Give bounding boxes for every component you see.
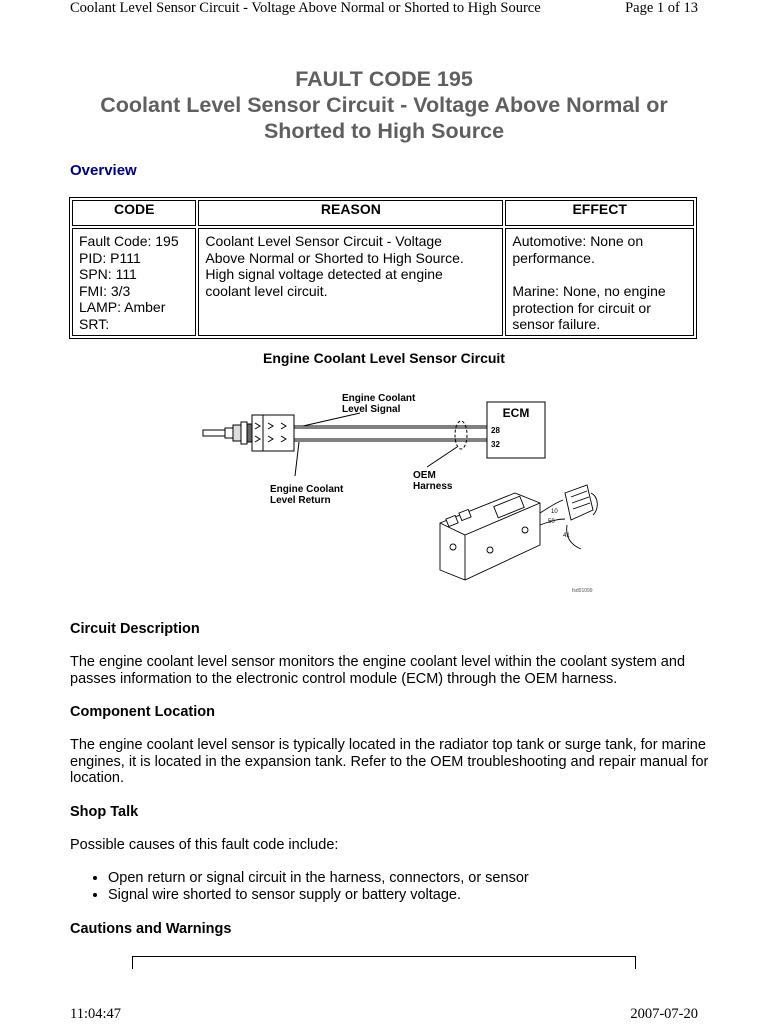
code-line: LAMP: Amber <box>79 299 166 315</box>
return-label-line2: Level Return <box>270 495 331 506</box>
oem-label-line1: OEM <box>413 470 436 481</box>
return-label-line1: Engine Coolant <box>270 484 344 495</box>
leader-lines <box>295 413 457 476</box>
ecm-label: ECM <box>502 406 530 420</box>
code-line: PID: P111 <box>79 249 141 266</box>
table-row <box>72 228 694 336</box>
component-location-heading: Component Location <box>70 704 215 720</box>
title-line-2: Coolant Level Sensor Circuit - Voltage Above Normal or <box>100 93 668 117</box>
header-effect: EFFECT <box>505 200 694 226</box>
header-title: Coolant Level Sensor Circuit - Voltage Above Normal or Shorted to High Source <box>70 0 541 16</box>
list-item: • Open return or signal circuit in the harness, connectors, or sensor <box>108 870 748 887</box>
circuit-diagram <box>195 385 615 600</box>
page-header <box>70 0 698 20</box>
header-code: CODE <box>72 200 196 226</box>
oem-label-line2: Harness <box>413 481 453 492</box>
reason-line: Above Normal or Shorted to High Source. <box>205 249 464 266</box>
connector-pin-50: 50 <box>548 519 555 525</box>
document-title <box>40 66 728 144</box>
fault-code-table <box>69 197 697 339</box>
ecm-pin-28: 28 <box>491 426 500 435</box>
code-line: SPN: 111 <box>79 266 137 282</box>
effect-line: Marine: None, no engine <box>512 283 666 299</box>
effect-line: Automotive: None on <box>512 233 644 249</box>
connector-pin-10: 10 <box>551 509 558 515</box>
code-line: SRT: <box>79 315 110 332</box>
figure-id: fsd01099 <box>572 588 593 594</box>
connector-pin-41: 41 <box>563 533 570 539</box>
title-line-3: Shorted to High Source <box>263 119 505 143</box>
code-line: FMI: 3/3 <box>79 282 131 299</box>
signal-label-line2: Level Signal <box>342 404 401 415</box>
title-fault-code: FAULT CODE 195 <box>295 67 473 91</box>
coolant-sensor-icon <box>203 415 294 451</box>
header-page-number: Page 1 of 13 <box>625 0 698 16</box>
effect-line: sensor failure. <box>512 316 601 332</box>
ecm-box <box>487 402 545 458</box>
shop-talk-heading: Shop Talk <box>70 804 139 820</box>
header-reason: REASON <box>198 200 503 226</box>
reason-line: Coolant Level Sensor Circuit - Voltage <box>205 233 442 249</box>
footer-time: 11:04:47 <box>70 1006 122 1022</box>
footer-date: 2007-07-20 <box>630 1006 698 1022</box>
circuit-description-text: The engine coolant level sensor monitors the engine coolant level within the coolant system and passes information to the electronic control module (ECM) through the OEM harness. <box>70 654 686 687</box>
reason-line: coolant level circuit. <box>205 282 328 299</box>
causes-list <box>70 870 748 903</box>
harness-wires <box>294 421 487 449</box>
list-item: • Signal wire shorted to sensor supply or battery voltage. <box>108 887 748 904</box>
effect-line: performance. <box>512 249 595 266</box>
signal-label-line1: Engine Coolant <box>342 393 416 404</box>
ecm-module-icon <box>440 485 597 580</box>
overview-heading: Overview <box>70 162 137 179</box>
circuit-description-heading: Circuit Description <box>70 621 200 637</box>
ecm-pin-32: 32 <box>491 440 500 449</box>
component-location-text: The engine coolant level sensor is typically located in the radiator top tank or surge tank, for marine engines, it is located in the expansion tank. Refer to the OEM troubleshooting and repair manual for location. <box>70 737 709 786</box>
code-line: Fault Code: 195 <box>79 233 179 249</box>
shop-talk-text: Possible causes of this fault code include: <box>70 837 339 853</box>
table-header-row <box>72 200 694 226</box>
figure-title: Engine Coolant Level Sensor Circuit <box>263 350 505 366</box>
reason-line: High signal voltage detected at engine <box>205 266 443 282</box>
cautions-box <box>132 956 636 969</box>
code-cell <box>72 228 196 336</box>
cautions-heading: Cautions and Warnings <box>70 921 232 937</box>
effect-line: protection for circuit or <box>512 299 651 316</box>
effect-cell <box>505 228 694 336</box>
page-footer <box>70 1006 698 1026</box>
reason-cell <box>198 228 503 336</box>
